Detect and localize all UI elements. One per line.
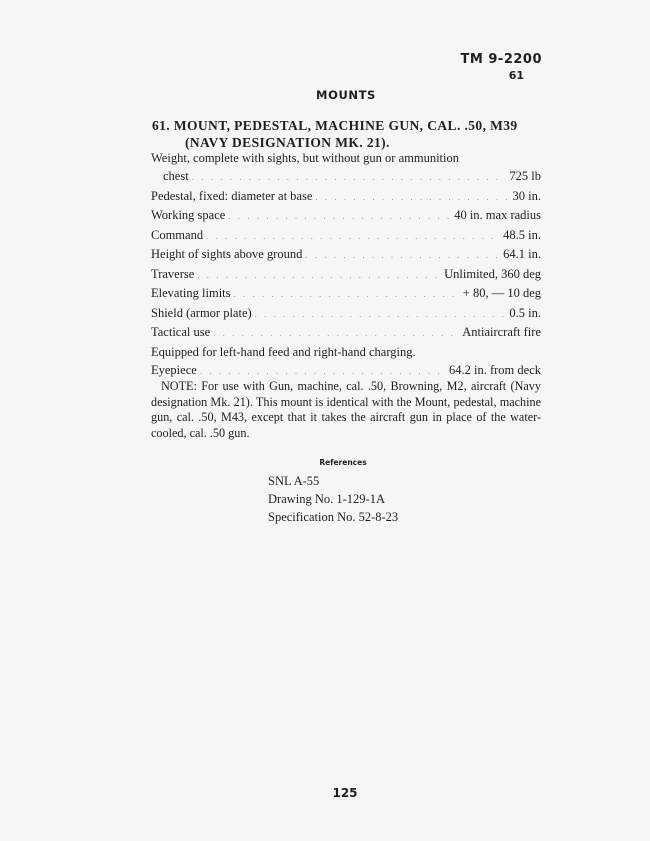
spec-row-weight: chest . . . 725 lb xyxy=(151,169,541,189)
weight-line: Weight, complete with sights, but without gun or ammunition xyxy=(151,151,459,165)
tm-number: TM 9-2200 xyxy=(460,52,542,67)
references-heading: References xyxy=(319,458,367,467)
spec-row-sight-height: Height of sights above ground . . . 64.1 in. xyxy=(151,247,541,267)
references-list xyxy=(268,472,398,526)
reference-item: SNL A-55 xyxy=(268,474,320,488)
paragraph-number: 61 xyxy=(508,69,524,82)
equipped-line: Equipped for left-hand feed and right-hand charging. xyxy=(151,344,416,359)
article-title-line1: 61. MOUNT, PEDESTAL, MACHINE GUN, CAL. .50, M39 xyxy=(152,118,518,133)
page-number: 125 xyxy=(332,786,358,800)
spec-row-tactical-use: Tactical use . . . Antiaircraft fire xyxy=(151,325,541,345)
article-title xyxy=(152,117,542,151)
spec-row-working-space: Working space . . . 40 in. max radius xyxy=(151,208,541,228)
spec-row-pedestal: Pedestal, fixed: diameter at base . . . 30 in. xyxy=(151,189,541,209)
spec-row-eyepiece: Eyepiece . . . 64.2 in. from deck xyxy=(151,363,541,383)
section-title: MOUNTS xyxy=(316,88,376,102)
reference-item: Specification No. 52-8-23 xyxy=(268,510,399,524)
article-title-line2: (NAVY DESIGNATION MK. 21). xyxy=(185,135,390,150)
spec-list xyxy=(151,151,541,382)
spec-row-elevating-limits: Elevating limits . . . + 80, — 10 deg xyxy=(151,286,541,306)
spec-row-shield: Shield (armor plate) . . . 0.5 in. xyxy=(151,306,541,326)
note-paragraph: NOTE: For use with Gun, machine, cal. .50, Browning, M2, aircraft (Navy designation Mk. 21). This mount is identical with the Mount, pedestal, machine gun, cal. .50, M43, except that it takes the aircraft gun in place of the water-cooled, cal. .50 gun. xyxy=(151,379,541,440)
spec-row-traverse: Traverse . . . Unlimited, 360 deg xyxy=(151,267,541,287)
reference-item: Drawing No. 1-129-1A xyxy=(268,492,385,506)
spec-row-command: Command . . . 48.5 in. xyxy=(151,228,541,248)
